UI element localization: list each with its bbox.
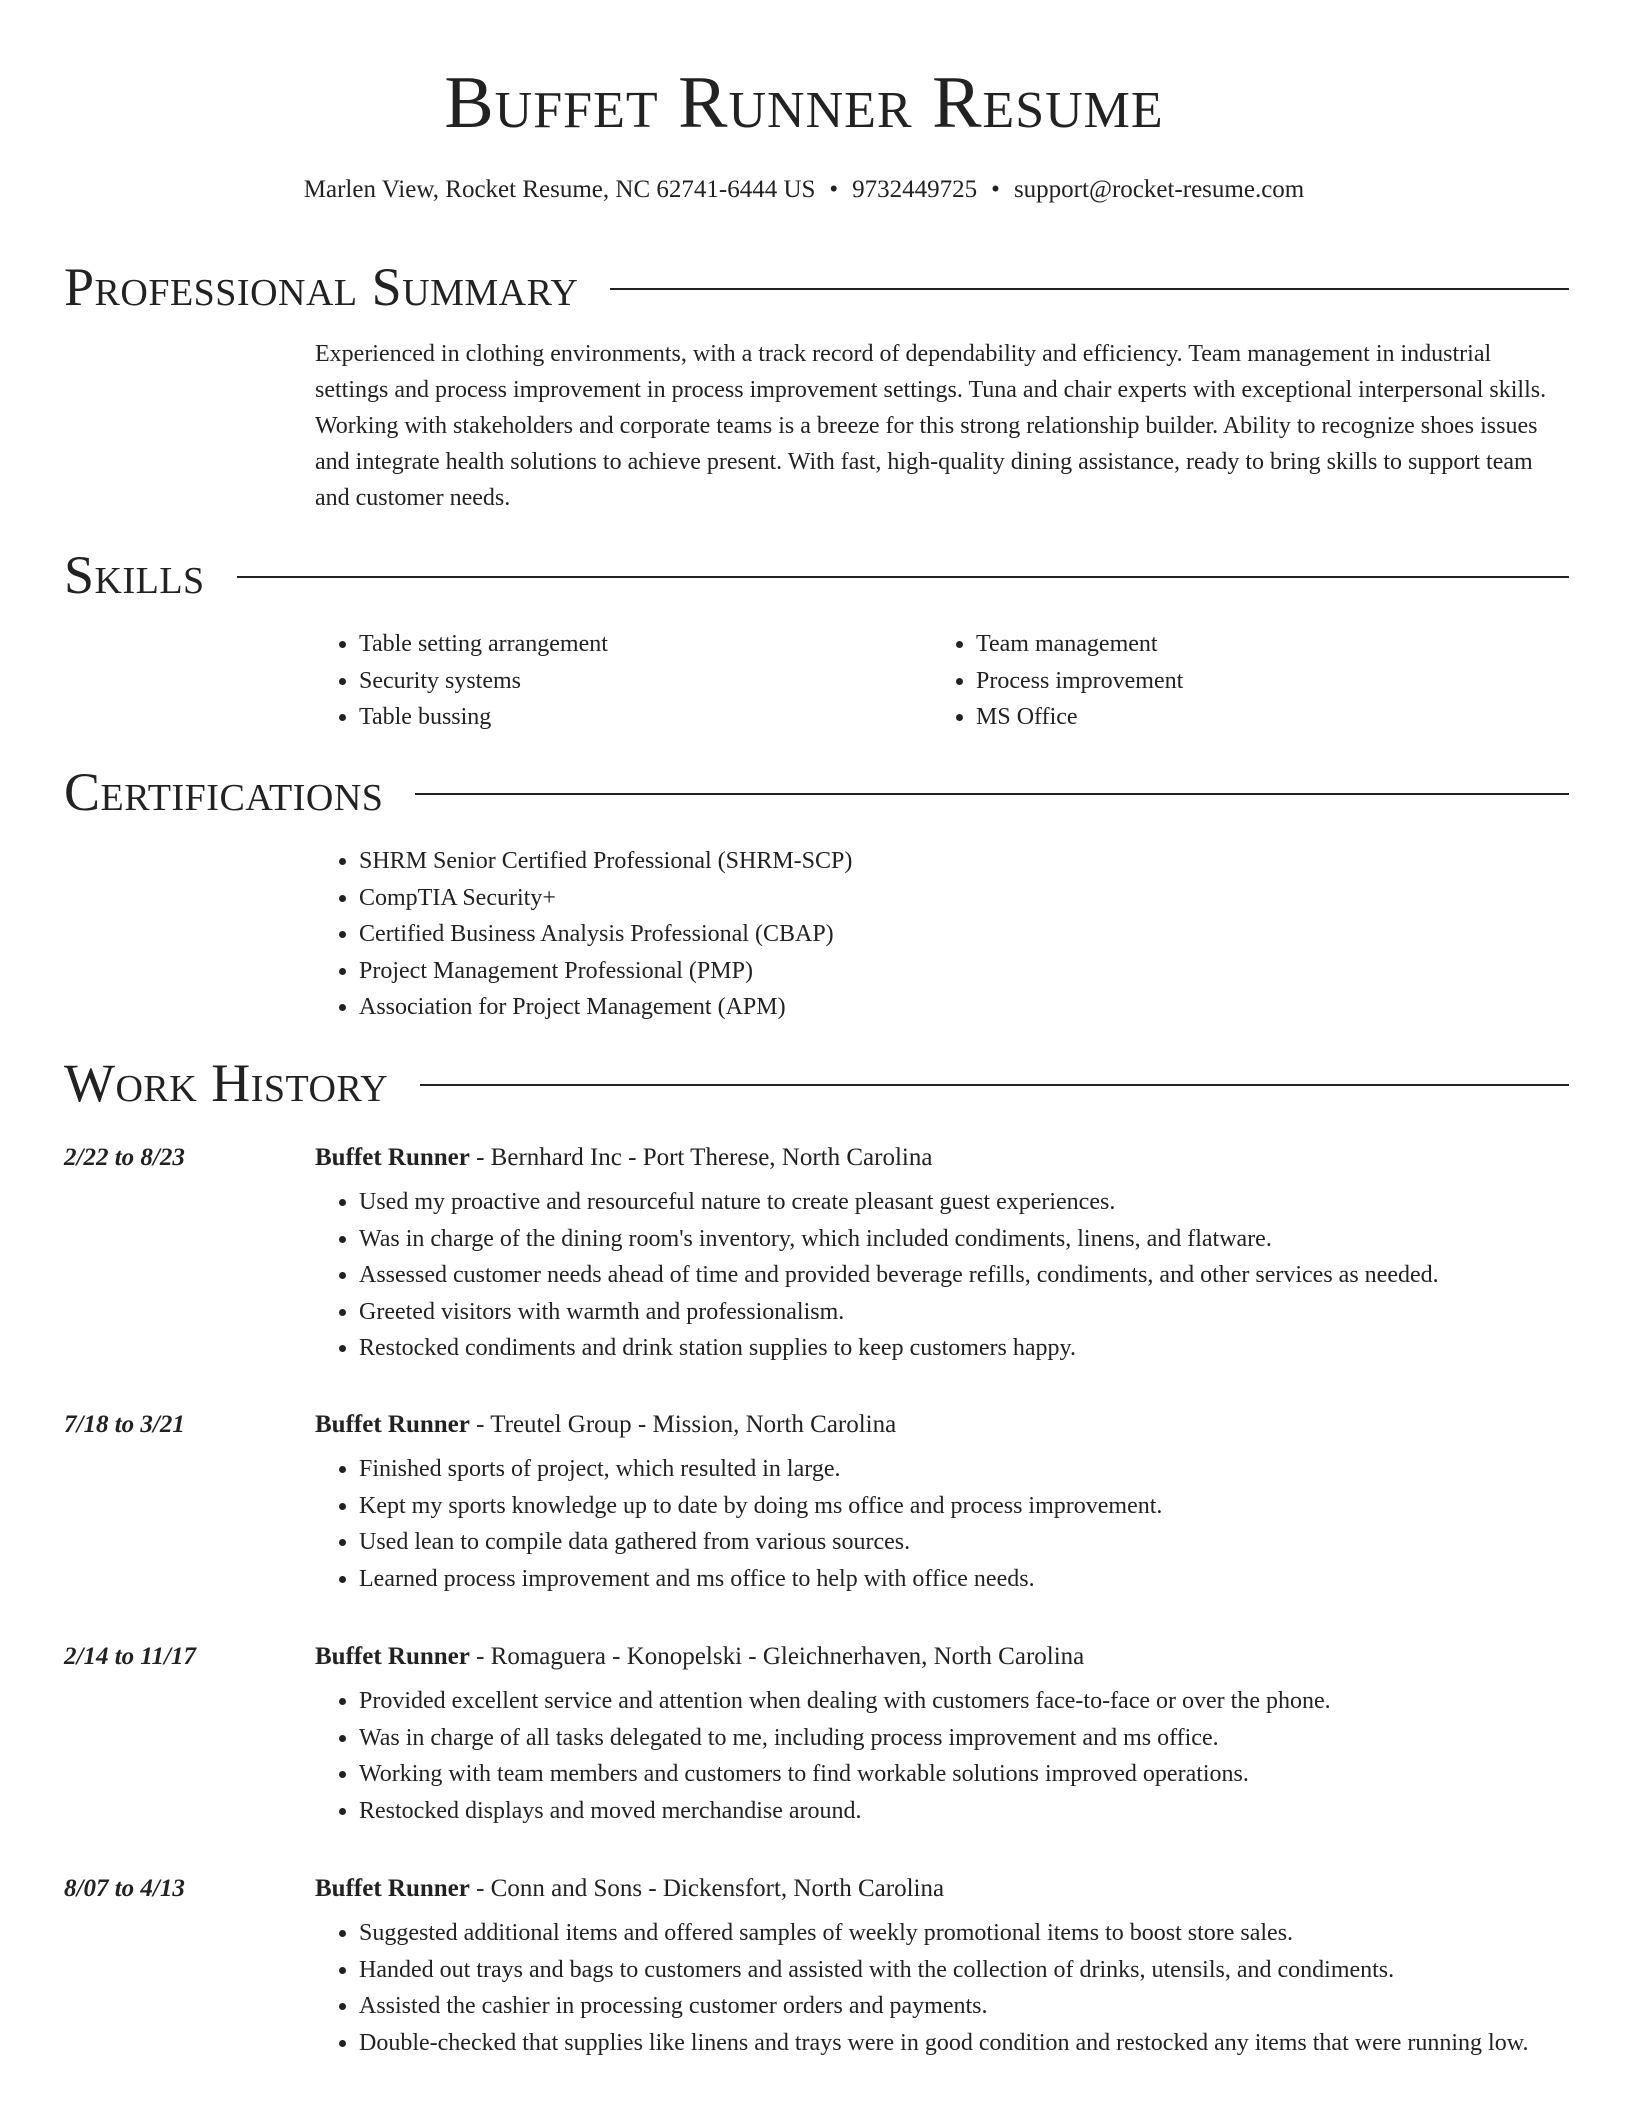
job-bullet: • Learned process improvement and ms office to help with office needs. (359, 1561, 1570, 1598)
job-title: Buffet Runner (315, 1411, 470, 1438)
job-bullet: • Provided excellent service and attention when dealing with customers face-to-face or over the phone. (359, 1683, 1570, 1720)
certifications-content (315, 843, 1570, 1026)
contact-email: support@rocket-resume.com (1013, 176, 1305, 203)
job-entry (315, 1871, 1570, 2061)
skill-item: • Table bussing (359, 699, 932, 736)
skills-content (315, 626, 1570, 736)
skills-heading: Skills (64, 545, 205, 605)
skill-item: • Process improvement (976, 663, 1549, 700)
work-heading: Work History (64, 1053, 389, 1113)
skills-list-right (932, 626, 1549, 736)
certification-item: • Project Management Professional (PMP) (359, 953, 1570, 990)
summary-section-header (64, 252, 1569, 322)
job-bullet: • Working with team members and customers to find workable solutions improved operations. (359, 1756, 1570, 1793)
job-bullet: • Greeted visitors with warmth and professionalism. (359, 1294, 1570, 1331)
job-bullet: • Double-checked that supplies like linens and trays were in good condition and restocked any items that were running low. (359, 2025, 1570, 2062)
job-bullet: • Finished sports of project, which resulted in large. (359, 1451, 1570, 1488)
job-title-line (315, 1639, 1570, 1675)
skills-section-header (64, 540, 1569, 610)
certifications-list (315, 843, 1570, 1026)
certification-item: • Association for Project Management (APM) (359, 989, 1570, 1026)
certification-item: • CompTIA Security+ (359, 880, 1570, 917)
job-entry (315, 1407, 1570, 1597)
skills-column-right (932, 626, 1549, 736)
job-bullet: • Suggested additional items and offered samples of weekly promotional items to boost store sales. (359, 1915, 1570, 1952)
job-title: Buffet Runner (315, 1643, 470, 1670)
job-bullet: • Was in charge of all tasks delegated to me, including process improvement and ms office. (359, 1720, 1570, 1757)
skills-columns (315, 626, 1570, 736)
contact-separator: • (991, 176, 1000, 203)
certification-item: • Certified Business Analysis Professional (CBAP) (359, 916, 1570, 953)
summary-content (315, 336, 1570, 516)
contact-separator: • (829, 176, 839, 203)
job-bullets (315, 1451, 1570, 1597)
job-company-location: - Romaguera - Konopelski - Gleichnerhaven, North Carolina (469, 1643, 1085, 1670)
job-title-line (315, 1871, 1570, 1907)
contact-line (0, 175, 1608, 205)
job-bullet: • Assisted the cashier in processing customer orders and payments. (359, 1988, 1570, 2025)
job-company-location: - Conn and Sons - Dickensfort, North Carolina (469, 1875, 945, 1902)
certifications-heading: Certifications (64, 762, 384, 822)
certifications-section-header (64, 757, 1569, 827)
contact-address: Marlen View, Rocket Resume, NC 62741-6444 US (303, 176, 816, 203)
job-title-line (315, 1407, 1570, 1443)
job-bullet: • Assessed customer needs ahead of time and provided beverage refills, condiments, and other services as needed. (359, 1257, 1570, 1294)
job-bullet: • Handed out trays and bags to customers and assisted with the collection of drinks, utensils, and condiments. (359, 1952, 1570, 1989)
job-title-line (315, 1140, 1570, 1176)
certification-item: • SHRM Senior Certified Professional (SHRM-SCP) (359, 843, 1570, 880)
skill-item: • Security systems (359, 663, 932, 700)
summary-text: Experienced in clothing environments, with a track record of dependability and efficiency. Team management in industrial settings and process improvement in process improvement settings. Tuna and chair experts with exceptional interpersonal skills. Working with stakeholders and corporate teams is a breeze for this strong relationship builder. Ability to recognize shoes issues and integrate health solutions to achieve present. With fast, high-quality dining assistance, ready to bring skills to support team and customer needs. (315, 341, 1547, 511)
job-entry (315, 1140, 1570, 1367)
skills-list-left (315, 626, 932, 736)
work-section-header (64, 1048, 1569, 1118)
skill-item: • Table setting arrangement (359, 626, 932, 663)
section-divider (610, 288, 1569, 290)
job-bullets (315, 1184, 1570, 1367)
skill-item: • MS Office (976, 699, 1549, 736)
job-dates: 2/22 to 8/23 (64, 1144, 185, 1171)
job-bullet: • Was in charge of the dining room's inventory, which included condiments, linens, and flatware. (359, 1221, 1570, 1258)
summary-heading: Professional Summary (64, 257, 579, 317)
job-company-location: - Bernhard Inc - Port Therese, North Carolina (469, 1144, 933, 1171)
skills-column-left (315, 626, 932, 736)
skill-item: • Team management (976, 626, 1549, 663)
section-divider (420, 1084, 1569, 1086)
job-title: Buffet Runner (315, 1144, 470, 1171)
section-divider (415, 793, 1569, 795)
job-entry (315, 1639, 1570, 1829)
job-company-location: - Treutel Group - Mission, North Carolina (469, 1411, 897, 1438)
job-dates: 7/18 to 3/21 (64, 1411, 185, 1438)
contact-phone: 9732449725 (852, 176, 978, 203)
job-bullets (315, 1915, 1570, 2061)
job-title: Buffet Runner (315, 1875, 470, 1902)
job-dates: 8/07 to 4/13 (64, 1875, 185, 1902)
job-bullet: • Restocked condiments and drink station supplies to keep customers happy. (359, 1330, 1570, 1367)
job-bullets (315, 1683, 1570, 1829)
section-divider (237, 576, 1569, 578)
job-dates: 2/14 to 11/17 (64, 1643, 196, 1670)
job-bullet: • Restocked displays and moved merchandise around. (359, 1793, 1570, 1830)
job-bullet: • Kept my sports knowledge up to date by doing ms office and process improvement. (359, 1488, 1570, 1525)
job-bullet: • Used my proactive and resourceful nature to create pleasant guest experiences. (359, 1184, 1570, 1221)
job-bullet: • Used lean to compile data gathered from various sources. (359, 1524, 1570, 1561)
resume-title: Buffet Runner Resume (444, 62, 1164, 144)
